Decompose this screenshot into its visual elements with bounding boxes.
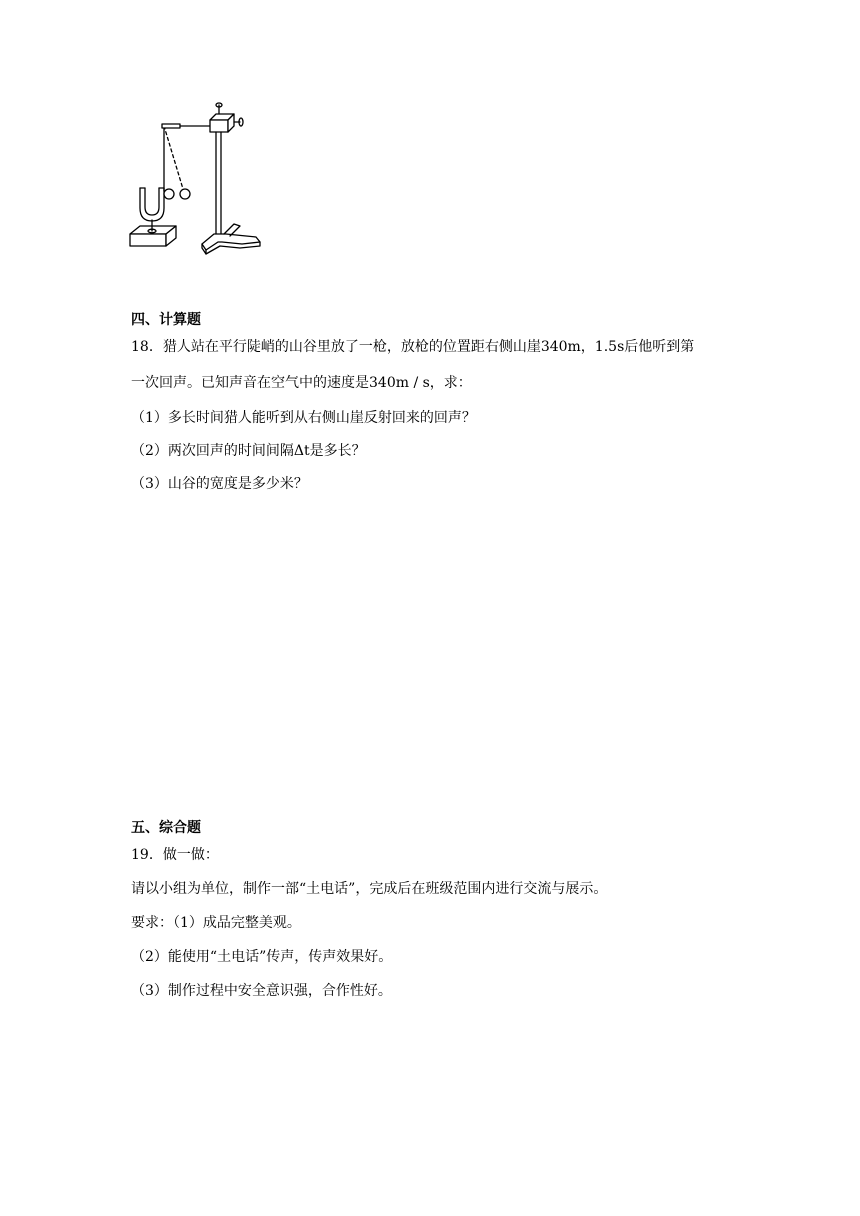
pendulum [164, 126, 190, 199]
question-18-sub-3: （3）山谷的宽度是多少米？ [131, 476, 308, 492]
question-19-requirement-1: 要求：（1）成品完整美观。 [131, 915, 301, 931]
question-18-sub-2: （2）两次回声的时间间隔Δt是多长？ [131, 443, 366, 459]
fork-base [130, 226, 176, 246]
question-18-line-1: 18．猎人站在平行陡峭的山谷里放了一枪，放枪的位置距右侧山崖340m，1.5s后他听到第 [131, 339, 695, 355]
stand-pole [216, 132, 221, 236]
question-19-line-2: 请以小组为单位，制作一部“土电话”，完成后在班级范围内进行交流与展示。 [131, 881, 608, 897]
tuning-fork [140, 188, 164, 231]
question-18-line-2: 一次回声。已知声音在空气中的速度是340m / s，求： [131, 375, 472, 391]
clamp [210, 103, 243, 132]
question-19-requirement-2: （2）能使用“土电话”传声，传声效果好。 [131, 949, 393, 965]
section-5-heading: 五、综合题 [131, 820, 201, 836]
question-18-sub-1: （1）多长时间猎人能听到从右侧山崖反射回来的回声？ [131, 410, 476, 426]
section-4-heading: 四、计算题 [131, 312, 201, 328]
horizontal-rod [162, 124, 212, 128]
tuning-fork-pendulum-figure [126, 100, 266, 260]
question-19-requirement-3: （3）制作过程中安全意识强，合作性好。 [131, 983, 392, 999]
question-19-line-1: 19．做一做： [131, 847, 219, 863]
tripod-base [202, 224, 260, 254]
